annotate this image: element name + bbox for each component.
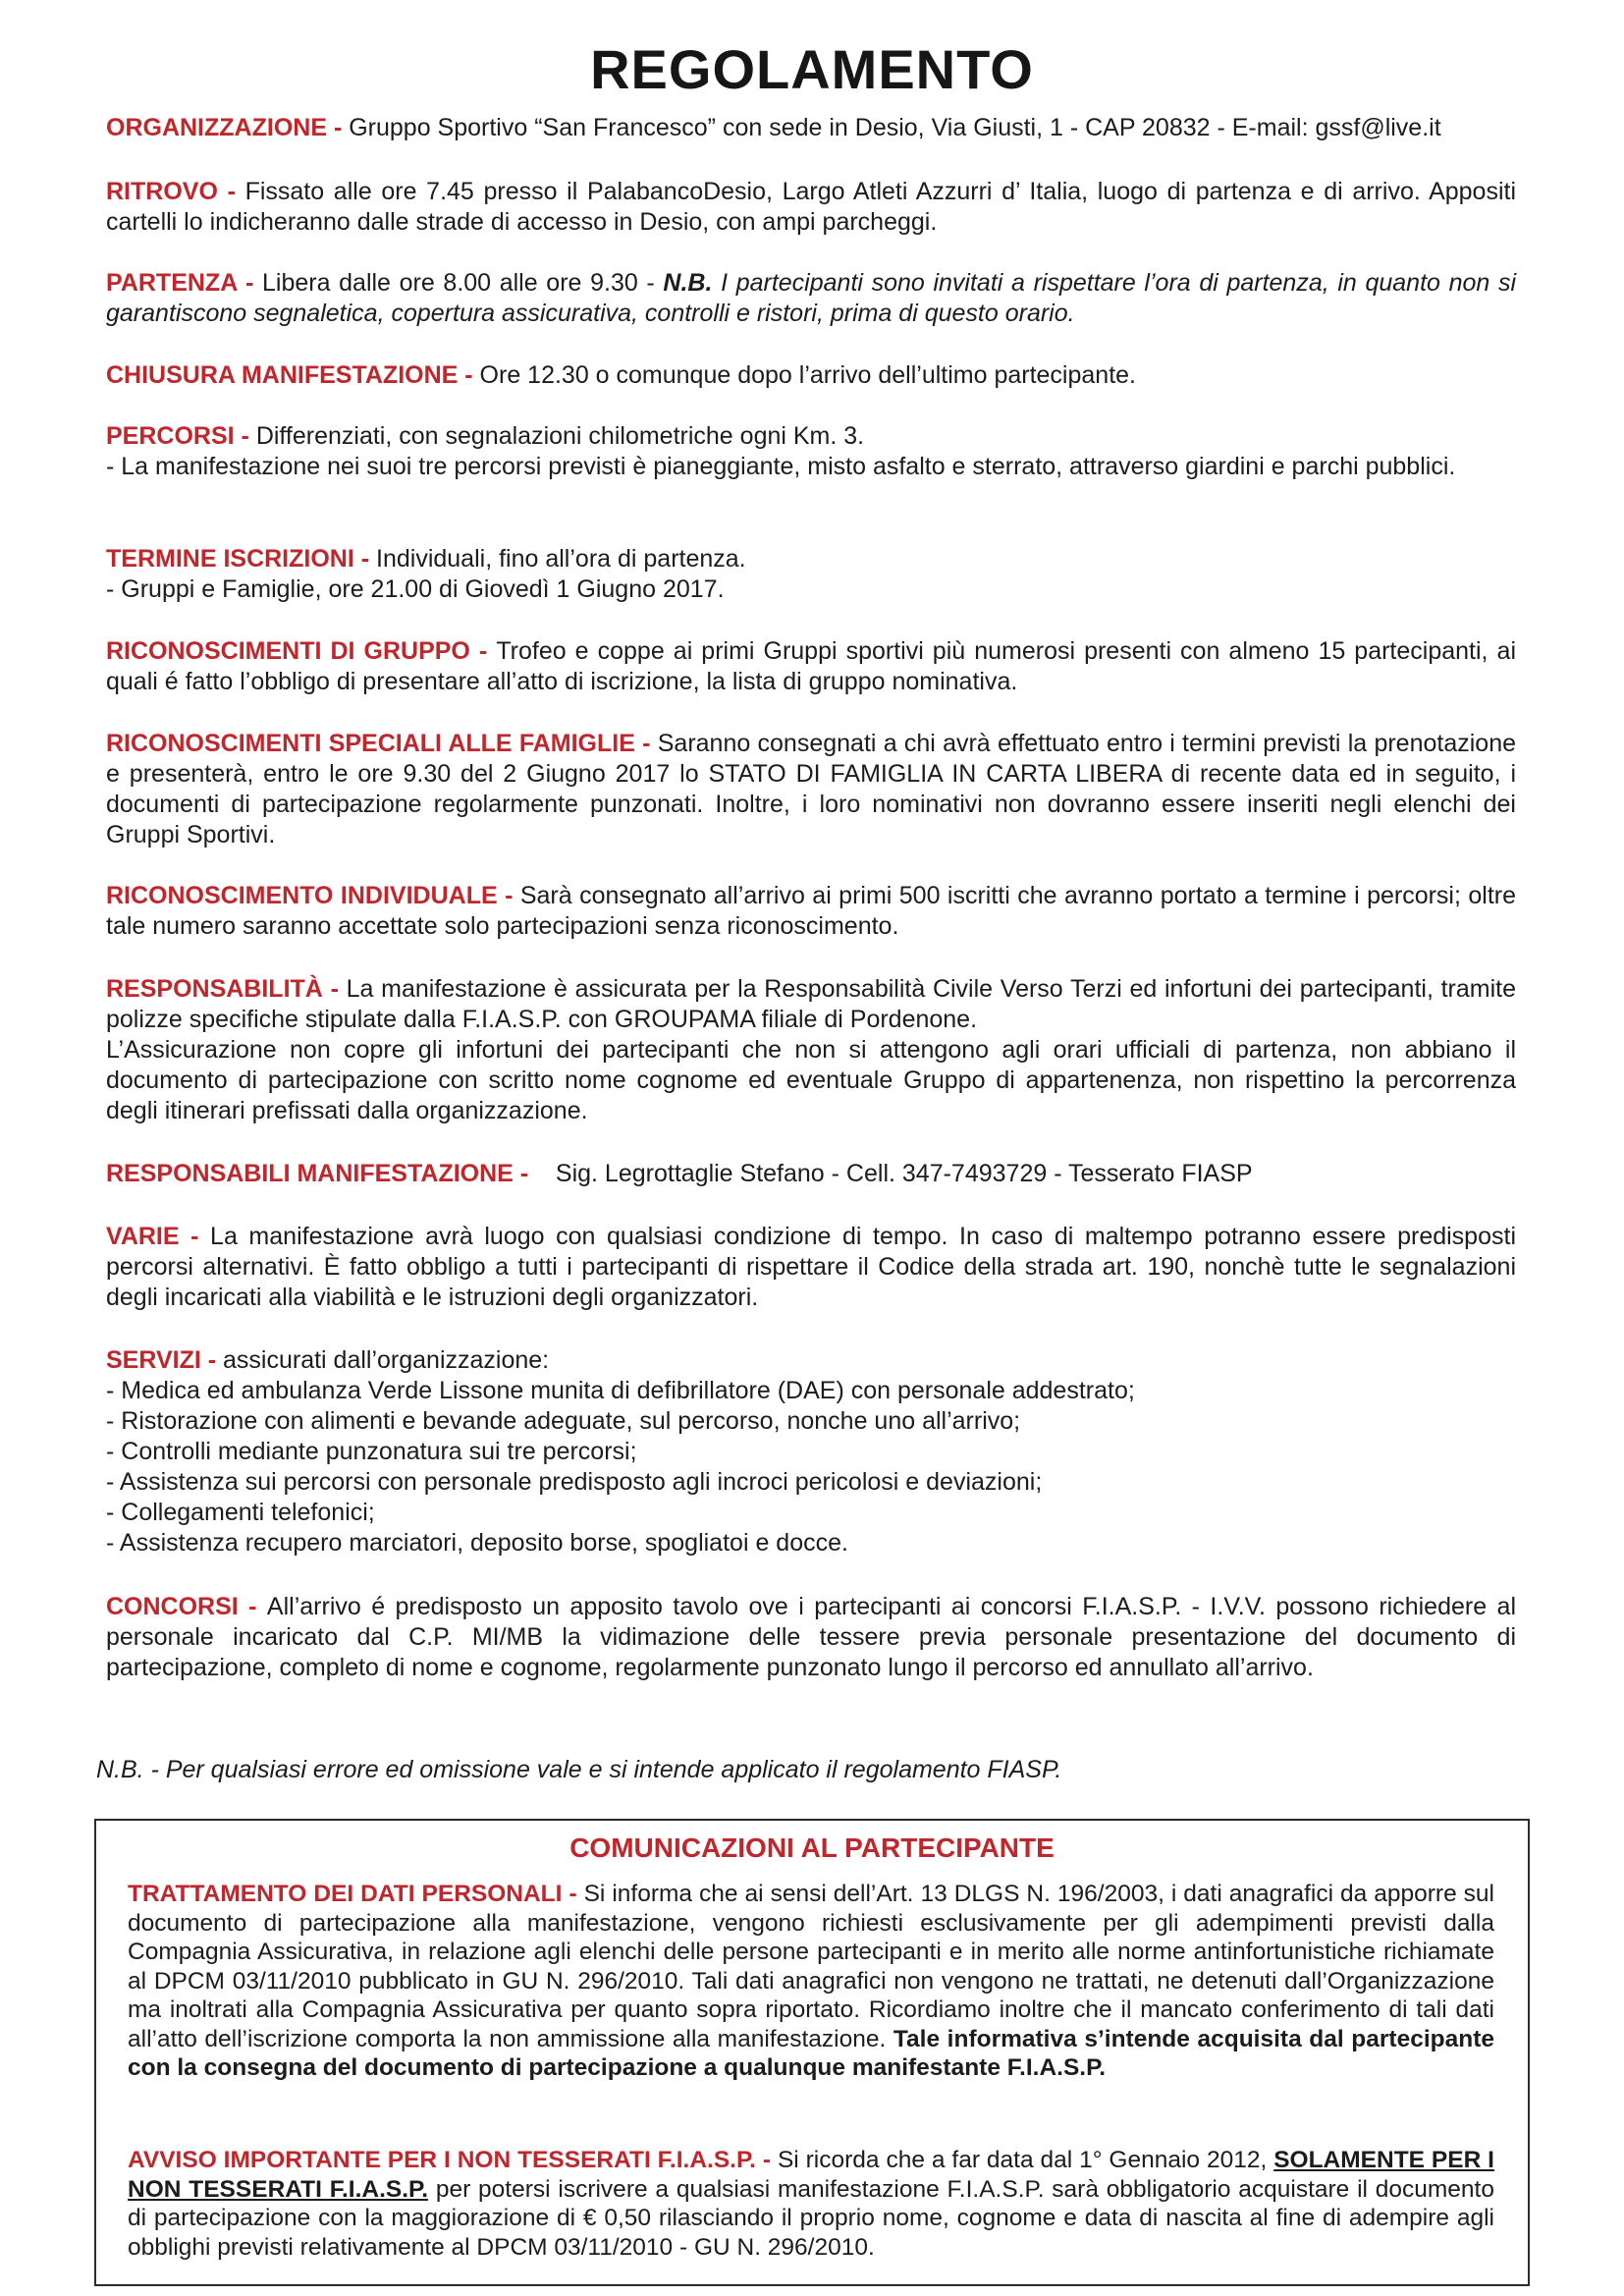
text-partenza: Libera dalle ore 8.00 alle ore 9.30 -	[261, 269, 655, 297]
list-item: - Assistenza sui percorsi con personale predisposto agli incroci pericolosi e deviazioni;	[106, 1468, 1043, 1496]
heading-avviso: AVVISO IMPORTANTE PER I NON TESSERATI F.I.A.S.P.	[128, 2147, 756, 2173]
text-servizi: assicurati dall’organizzazione:	[223, 1346, 550, 1374]
heading-varie: VARIE	[106, 1223, 180, 1250]
section-chiusura: CHIUSURA MANIFESTAZIONE - Ore 12.30 o comunque dopo l’arrivo dell’ultimo partecipante.	[106, 361, 1136, 389]
heading-servizi: SERVIZI	[106, 1346, 201, 1374]
section-servizi: SERVIZI - assicurati dall’organizzazione: - Medica ed ambulanza Verde Lissone munita di defibrillatore (DAE) con personale addestrato; - Ristorazione con alimenti e bevande adeguate, sul percorso, nonche uno all’arrivo; - Controlli mediante punzonatura sui tre percorsi; - Assistenza sui percorsi con personale predisposto agli incroci pericolosi e deviazioni; - Collegamenti telefonici; - Assistenza recupero marciatori, deposito borse, spogliatoi e docce.	[106, 1345, 1516, 1558]
section-riconoscimenti-gruppo: RICONOSCIMENTI DI GRUPPO - Trofeo e coppe ai primi Gruppi sportivi più numerosi presenti con almeno 15 partecipanti, ai quali é fatto l’obbligo di presentare all’atto di iscrizione, la lista di gruppo nominativa.	[106, 637, 1516, 695]
heading-riconoscimenti-gruppo: RICONOSCIMENTI DI GRUPPO	[106, 637, 470, 665]
nb-footer: N.B. - Per qualsiasi errore ed omissione vale e si intende applicato il regolamento FIASP.	[96, 1756, 1062, 1783]
list-item: - Controlli mediante punzonatura sui tre percorsi;	[106, 1438, 637, 1465]
section-riconoscimenti-famiglie: RICONOSCIMENTI SPECIALI ALLE FAMIGLIE - Saranno consegnati a chi avrà effettuato entro i termini previsti la prenotazione e presenterà, entro le ore 9.30 del 2 Giugno 2017 lo STATO DI FAMIGLIA IN CARTA LIBERA di recente data ed in seguito, i documenti di partecipazione regolarmente punzonati. Inoltre, i loro nominativi non dovranno essere inseriti negli elenchi dei Gruppi Sportivi.	[106, 730, 1517, 848]
text-ritrovo: Fissato alle ore 7.45 presso il PalabancoDesio, Largo Atleti Azzurri d’ Italia, luogo di partenza e di arrivo. Appositi cartelli lo indicheranno dalle strade di accesso in Desio, con ampi parcheggi.	[106, 178, 1517, 236]
section-percorsi: PERCORSI - Differenziati, con segnalazioni chilometriche ogni Km. 3. - La manifestazione nei suoi tre percorsi previsti è pianeggiante, misto asfalto e sterrato, attraverso giardini e parchi pubblici.	[106, 421, 1516, 482]
text-avviso-underline: SOLAMENTE PER I NON TESSERATI F.I.A.S.P.	[128, 2147, 1494, 2203]
heading-responsabilita: RESPONSABILITÀ	[106, 975, 323, 1003]
text-percorsi: Differenziati, con segnalazioni chilometriche ogni Km. 3.	[255, 422, 865, 450]
text-responsabilita: La manifestazione è assicurata per la Responsabilità Civile Verso Terzi ed infortuni dei partecipanti, tramite polizze specifiche stipulate dalla F.I.A.S.P. con GROUPAMA filiale di Pordenone.	[106, 975, 1516, 1033]
heading-termine: TERMINE ISCRIZIONI	[106, 545, 354, 573]
heading-riconoscimento-individuale: RICONOSCIMENTO INDIVIDUALE	[106, 882, 498, 909]
text-riconoscimenti-gruppo: Trofeo e coppe ai primi Gruppi sportivi più numerosi presenti con almeno 15 partecipanti, ai quali é fatto l’obbligo di presentare all’atto di iscrizione, la lista di gruppo nominativa.	[106, 637, 1516, 695]
text-percorsi-2: - La manifestazione nei suoi tre percorsi previsti è pianeggiante, misto asfalto e sterrato, attraverso giardini e parchi pubblici.	[106, 453, 1456, 480]
section-trattamento-dati: TRATTAMENTO DEI DATI PERSONALI - Si informa che ai sensi dell’Art. 13 DLGS N. 196/2003, i dati anagrafici da apporre sul documento di partecipazione alla manifestazione, vengono richiesti esclusivamente per gli adempimenti previsti dalla Compagnia Assicurativa, in relazione agli elenchi delle persone partecipanti e in merito alle norme antinfortunistiche richiamate al DPCM 03/11/2010 pubblicato in GU N. 296/2010. Tali dati anagrafici non vengono ne trattati, ne detenuti dall’Organizzazione ma inoltrati alla Compagnia Assicurativa per quanto sopra riportato. Ricordiamo inoltre che il mancato conferimento di tali dati all’atto dell’iscrizione comporta la non ammissione alla manifestazione. Tale informativa s’intende acquisita dal partecipante con la consegna del documento di partecipazione a qualunque manifestante F.I.A.S.P.	[128, 1881, 1494, 2081]
text-termine: Individuali, fino all’ora di partenza.	[376, 545, 746, 573]
heading-ritrovo: RITROVO	[106, 178, 218, 205]
text-trattamento-bold: Tale informativa s’intende acquisita dal partecipante con la consegna del documento di partecipazione a qualunque manifestante F.I.A.S.P.	[128, 2025, 1494, 2081]
text-partenza-note: I partecipanti sono invitati a rispettare l’ora di partenza, in quanto non si garantiscono segnaletica, copertura assicurativa, controlli e ristori, prima di questo orario.	[106, 269, 1517, 327]
heading-percorsi: PERCORSI	[106, 422, 235, 450]
text-trattamento-dati: Si informa che ai sensi dell’Art. 13 DLGS N. 196/2003, i dati anagrafici da apporre sul documento di partecipazione alla manifestazione, vengono richiesti esclusivamente per gli adempimenti previsti dalla Compagnia Assicurativa, in relazione agli elenchi delle persone partecipanti e in merito alle norme antinfortunistiche richiamate al DPCM 03/11/2010 pubblicato in GU N. 296/2010. Tali dati anagrafici non vengono ne trattati, ne detenuti dall’Organizzazione ma inoltrati alla Compagnia Assicurativa per quanto sopra riportato. Ricordiamo inoltre che il mancato conferimento di tali dati all’atto dell’iscrizione comporta la non ammissione alla manifestazione.	[128, 1881, 1494, 2052]
section-avviso: AVVISO IMPORTANTE PER I NON TESSERATI F.I.A.S.P. - Si ricorda che a far data dal 1° Gennaio 2012, SOLAMENTE PER I NON TESSERATI F.I.A.S.P. per potersi iscrivere a qualsiasi manifestazione F.I.A.S.P. sarà obbligatorio acquistare il documento di partecipazione con la maggiorazione di € 0,50 rilasciando il proprio nome, cognome e data di nascita al fine di adempire agli obblighi previsti relativamente al DPCM 03/11/2010 - GU N. 296/2010.	[128, 2147, 1494, 2261]
text-concorsi: All’arrivo é predisposto un apposito tavolo ove i partecipanti ai concorsi F.I.A.S.P. - I.V.V. possono richiedere al personale incaricato dal C.P. MI/MB la vidimazione delle tessere previa personale presentazione del documento di partecipazione, completo di nome e cognome, regolarmente punzonato lungo il percorso ed annullato all’arrivo.	[106, 1593, 1517, 1681]
text-riconoscimenti-famiglie: Saranno consegnati a chi avrà effettuato entro i termini previsti la prenotazione e presenterà, entro le ore 9.30 del 2 Giugno 2017 lo STATO DI FAMIGLIA IN CARTA LIBERA di recente data ed in seguito, i documenti di partecipazione regolarmente punzonati. Inoltre, i loro nominativi non dovranno essere inseriti negli elenchi dei Gruppi Sportivi.	[106, 730, 1517, 848]
text-avviso-2: per potersi iscrivere a qualsiasi manifestazione F.I.A.S.P. sarà obbligatorio acquistare il documento di partecipazione con la maggiorazione di € 0,50 rilasciando il proprio nome, cognome e data di nascita al fine di adempire agli obblighi previsti relativamente al DPCM 03/11/2010 - GU N. 296/2010.	[128, 2175, 1494, 2261]
section-responsabilita: RESPONSABILITÀ - La manifestazione è assicurata per la Responsabilità Civile Verso Terzi ed infortuni dei partecipanti, tramite polizze specifiche stipulate dalla F.I.A.S.P. con GROUPAMA filiale di Pordenone. L’Assicurazione non copre gli infortuni dei partecipanti che non si attengono agli orari ufficiali di partenza, non abbiano il documento di partecipazione con scritto nome cognome ed eventuale Gruppo di appartenenza, non rispettino la percorrenza degli itinerari prefissati dalla organizzazione.	[106, 975, 1516, 1124]
text-organizzazione: Gruppo Sportivo “San Francesco” con sede in Desio, Via Giusti, 1 - CAP 20832 - E-mail: gssf@live.it	[349, 114, 1441, 141]
text-termine-2: - Gruppi e Famiglie, ore 21.00 di Giovedì 1 Giugno 2017.	[106, 575, 725, 603]
box-title: COMUNICAZIONI AL PARTECIPANTE	[569, 1832, 1055, 1863]
section-ritrovo: RITROVO - Fissato alle ore 7.45 presso il PalabancoDesio, Largo Atleti Azzurri d’ Italia, luogo di partenza e di arrivo. Appositi cartelli lo indicheranno dalle strade di accesso in Desio, con ampi parcheggi.	[106, 178, 1517, 236]
heading-riconoscimenti-famiglie: RICONOSCIMENTI SPECIALI ALLE FAMIGLIE	[106, 730, 635, 757]
text-varie: La manifestazione avrà luogo con qualsiasi condizione di tempo. In caso di maltempo potranno essere predisposti percorsi alternativi. È fatto obbligo a tutti i partecipanti di rispettare il Codice della strada art. 190, nonchè tutte le segnalazioni degli incaricati alla viabilità e le istruzioni degli organizzatori.	[106, 1223, 1516, 1311]
section-responsabili: RESPONSABILI MANIFESTAZIONE - Sig. Legrottaglie Stefano - Cell. 347-7493729 - Tesserato FIASP	[106, 1160, 1253, 1187]
text-chiusura: Ore 12.30 o comunque dopo l’arrivo dell’ultimo partecipante.	[479, 361, 1136, 389]
comunicazioni-box	[94, 1819, 1530, 2286]
heading-trattamento-dati: TRATTAMENTO DEI DATI PERSONALI	[128, 1881, 563, 1907]
list-item: - Medica ed ambulanza Verde Lissone munita di defibrillatore (DAE) con personale addestrato;	[106, 1377, 1135, 1404]
heading-partenza: PARTENZA	[106, 269, 238, 297]
list-item: - Collegamenti telefonici;	[106, 1499, 375, 1526]
text-avviso: Si ricorda che a far data dal 1° Gennaio 2012,	[777, 2147, 1268, 2173]
list-item: - Assistenza recupero marciatori, deposito borse, spogliatoi e docce.	[106, 1529, 848, 1557]
text-riconoscimento-individuale: Sarà consegnato all’arrivo ai primi 500 iscritti che avranno portato a termine i percorsi; oltre tale numero saranno accettate solo partecipazioni senza riconoscimento.	[106, 882, 1516, 940]
text-responsabili: Sig. Legrottaglie Stefano - Cell. 347-7493729 - Tesserato FIASP	[555, 1160, 1253, 1187]
heading-organizzazione: ORGANIZZAZIONE	[106, 114, 327, 141]
section-varie: VARIE - La manifestazione avrà luogo con qualsiasi condizione di tempo. In caso di maltempo potranno essere predisposti percorsi alternativi. È fatto obbligo a tutti i partecipanti di rispettare il Codice della strada art. 190, nonchè tutte le segnalazioni degli incaricati alla viabilità e le istruzioni degli organizzatori.	[106, 1223, 1516, 1311]
heading-responsabili: RESPONSABILI MANIFESTAZIONE	[106, 1160, 514, 1187]
text-responsabilita-2: L’Assicurazione non copre gli infortuni dei partecipanti che non si attengono agli orari ufficiali di partenza, non abbiano il documento di partecipazione con scritto nome cognome ed eventuale Gruppo di appartenenza, non rispettino la percorrenza degli itinerari prefissati dalla organizzazione.	[106, 1036, 1516, 1124]
heading-concorsi: CONCORSI	[106, 1593, 239, 1620]
heading-chiusura: CHIUSURA MANIFESTAZIONE	[106, 361, 459, 389]
page-title: REGOLAMENTO	[590, 38, 1034, 100]
list-item: - Ristorazione con alimenti e bevande adeguate, sul percorso, nonche uno all’arrivo;	[106, 1407, 1021, 1435]
section-concorsi: CONCORSI - All’arrivo é predisposto un apposito tavolo ove i partecipanti ai concorsi F.I.A.S.P. - I.V.V. possono richiedere al personale incaricato dal C.P. MI/MB la vidimazione delle tessere previa personale presentazione del documento di partecipazione, completo di nome e cognome, regolarmente punzonato lungo il percorso ed annullato all’arrivo.	[106, 1593, 1517, 1681]
section-riconoscimento-individuale: RICONOSCIMENTO INDIVIDUALE - Sarà consegnato all’arrivo ai primi 500 iscritti che avranno portato a termine i percorsi; oltre tale numero saranno accettate solo partecipazioni senza riconoscimento.	[106, 882, 1516, 940]
nb-label: N.B.	[663, 269, 713, 297]
section-partenza: PARTENZA - Libera dalle ore 8.00 alle ore 9.30 - N.B. I partecipanti sono invitati a rispettare l’ora di partenza, in quanto non si garantiscono segnaletica, copertura assicurativa, controlli e ristori, prima di questo orario.	[106, 269, 1517, 327]
section-organizzazione: ORGANIZZAZIONE - Gruppo Sportivo “San Francesco” con sede in Desio, Via Giusti, 1 - CAP 20832 - E-mail: gssf@live.it	[106, 114, 1441, 141]
section-termine: TERMINE ISCRIZIONI - Individuali, fino all’ora di partenza. - Gruppi e Famiglie, ore 21.00 di Giovedì 1 Giugno 2017.	[106, 544, 1516, 605]
